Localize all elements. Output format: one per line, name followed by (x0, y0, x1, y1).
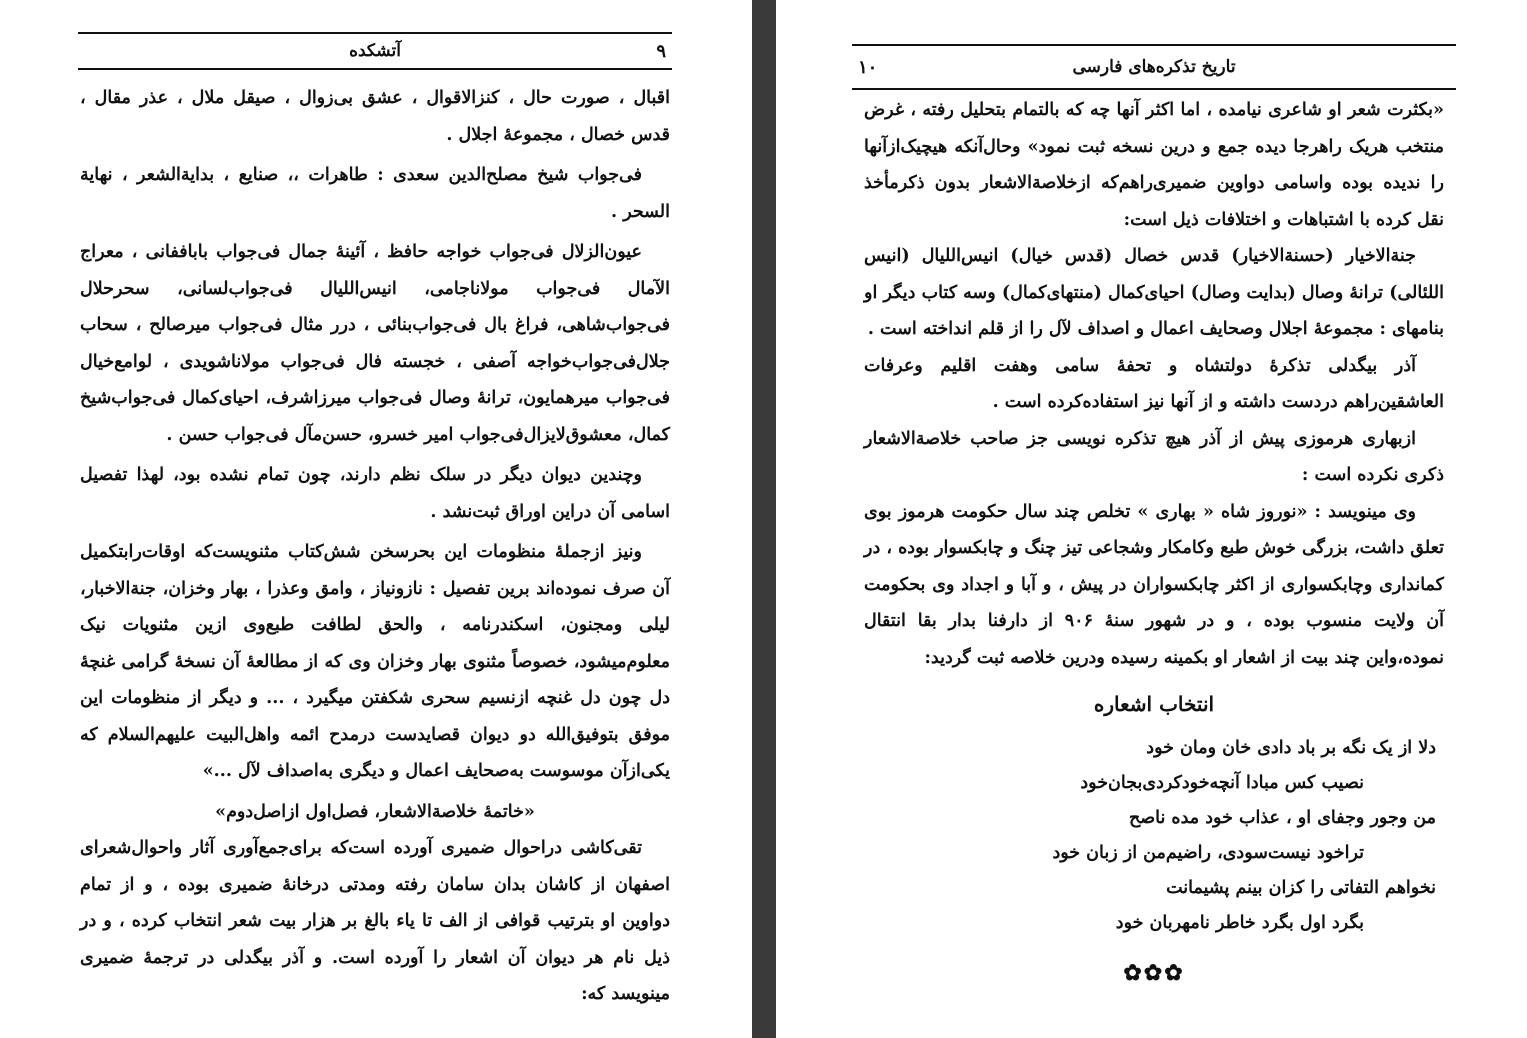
left-page-body (80, 80, 670, 1013)
quote-source: «خاتمهٔ خلاصةالاشعار، فصل‌اول ازاصل‌دوم» (215, 801, 535, 822)
right-page-header-title: تاریخ تذکره‌های فارسی (1072, 57, 1236, 77)
left-page-header (78, 32, 672, 70)
verse-line: بگرد اول بگرد خاطر نامهربان خود (1115, 912, 1364, 933)
paragraph: جنةالاخیار (حسنةالاخیار) قدس خصال (قدس خیال) انیس‌اللیال (انیس اللئالی) ترانهٔ وصال (بدایت وصال) احیای‌کمال (منتهای‌کمال) وسه کتاب دیگر او بنامهای : مجموعهٔ اجلال وصحایف اعمال و اصداف لآل را از قلم انداخته است . (864, 246, 1444, 339)
left-page-number: ۹ (656, 40, 666, 62)
verse-line: نخواهم التفاتی را کزان بینم پشیمانت (1166, 877, 1436, 898)
paragraph: وچندین دیوان دیگر در سلک نظم دارند، چون تمام نشده بود، لهذا تفصیل اسامی آن دراین اوراق ثبت‌نشد . (80, 465, 670, 522)
verse-line: دلا از یک نگه بر باد دادی خان ومان خود (1146, 737, 1436, 758)
verse-line: تراخود نیست‌سودی، راضیم‌من از زبان خود (1052, 842, 1364, 863)
paragraph: اقبال ، صورت حال ، کنزالاقوال ، عشق بی‌زوال ، صیقل ملال ، عذر مقال ، قدس خصال ، مجموعهٔ اجلال . (80, 88, 670, 145)
paragraph: آذر بیگدلی تذکرهٔ دولتشاه و تحفهٔ سامی وهفت اقلیم وعرفات العاشقین‌راهم دردست داشته و از آنها نیز استفاده‌کرده است . (864, 355, 1444, 412)
paragraph: ونیز ازجملهٔ منظومات این بحرسخن شش‌کتاب مثنویست‌که اوقات‌رابتکمیل آن صرف نموده‌اند برین تفصیل : نازونیاز ، وامق وعذرا ، بهار وخزان، جنةالاخبار، لیلی ومجنون، اسکندرنامه ، والحق لطافت طبع‌وی ازین مثنویات نیک معلوم‌میشود، خصوصاً مثنوی بهار وخزان وی که از مطالعهٔ آن نسخهٔ گرامی غنچهٔ دل چون دل غنچه ازنسیم سحری شکفتن میگیرد ، ... و دیگر از منظومات این موفق بتوفیق‌الله دو دیوان قصایدست درمدح ائمه واهل‌البیت علیهم‌السلام که یکی‌ازآن موسوست به‌صحایف اعمال و دیگری به‌اصداف لآل ...» (80, 542, 670, 781)
paragraph: عیون‌الزلال فی‌جواب خواجه حافظ ، آئینهٔ جمال فی‌جواب باباففانی ، معراج الآمال فی‌جواب مولاناجامی، انیس‌اللیال فی‌جواب‌لسانی، سحرحلال فی‌جواب‌شاهی، فراغ بال فی‌جواب‌بنائی ، درر مثال فی‌جواب میرصالح ، سحاب جلال‌فی‌جواب‌خواجه آصفی ، خجسته فال فی‌جواب مولاناشویدی ، لوامع‌خیال فی‌جواب میرهمایون، ترانهٔ وصال فی‌جواب میرزاشرف، احیای‌کمال فی‌جواب‌شیخ کمال، معشوق‌لایزال‌فی‌جواب امیر خسرو، حسن‌مآل فی‌جواب حسن . (80, 242, 670, 445)
left-page (0, 0, 752, 1038)
verse-line: من وجور وجفای او ، عذاب خود مده ناصح (1128, 807, 1436, 828)
left-page-header-title: آتشکده (349, 41, 401, 61)
right-page-number: ۱۰ (858, 56, 878, 78)
verse-line: نصیب کس مبادا آنچه‌خودکردی‌بجان‌خود (1080, 772, 1364, 793)
right-page-header (852, 44, 1456, 90)
paragraph: تقی‌کاشی دراحوال ضمیری آورده است‌که برای‌جمع‌آوری آثار واحوال‌شعرای اصفهان از کاشان بدان سامان رفته ومدتی درخانهٔ ضمیری بوده ، و از تمام دواوین او بترتیب قوافی از الف تا یاء بالغ بر هزار بیت شعر انتخاب کرده ، و در ذیل نام هر دیوان آن اشعار را آورده است. و آذر بیگدلی در ترجمهٔ ضمیری مینویسد که: (80, 838, 670, 1004)
right-page (776, 0, 1527, 1038)
ornament-icon: ✿✿✿ (1123, 959, 1185, 986)
paragraph: فی‌جواب شیخ مصلح‌الدین سعدی : طاهرات ،، صنایع ، بدایةالشعر ، نهایة السحر . (80, 165, 670, 222)
paragraph: «بکثرت شعر او شاعری نیامده ، اما اکثر آنها چه که بالتمام بتحلیل رفته ، غرض منتخب هریک راهرجا دیده جمع و درین نسخه ثبت نمود» وحال‌آنکه هیچیک‌ازآنها را ندیده بوده واسامی دواوین ضمیری‌راهم‌که ازخلاصةالاشعار بدون ذکرمأخذ نقل کرده با اشتباهات و اختلافات ذیل است: (864, 100, 1444, 230)
section-title: انتخاب اشعاره (1093, 692, 1215, 716)
book-gutter (752, 0, 776, 1038)
right-page-body (864, 92, 1444, 991)
paragraph: ازبهاری هرموزی پیش از آذر هیچ تذکره نویسی جز صاحب خلاصةالاشعار ذکری نکرده است : (864, 428, 1444, 485)
paragraph: وی مینویسد : «نوروز شاه « بهاری » تخلص چند سال حکومت هرموز بوی تعلق داشت، بزرگی خوش طبع وکامکار وشجاعی تیز چنگ و چابکسوار بوده ، در کمانداری وچابکسواری از اکثر چابکسواران در پیش ، و آبا و اجداد وی بحکومت آن ولایت منسوب بوده ، و در شهور سنهٔ ۹۰۶ از دارفنا بدار بقا انتقال نموده،واین چند بیت از اشعار او بکمینه رسیده ودرین خلاصه ثبت گردید: (864, 501, 1444, 668)
